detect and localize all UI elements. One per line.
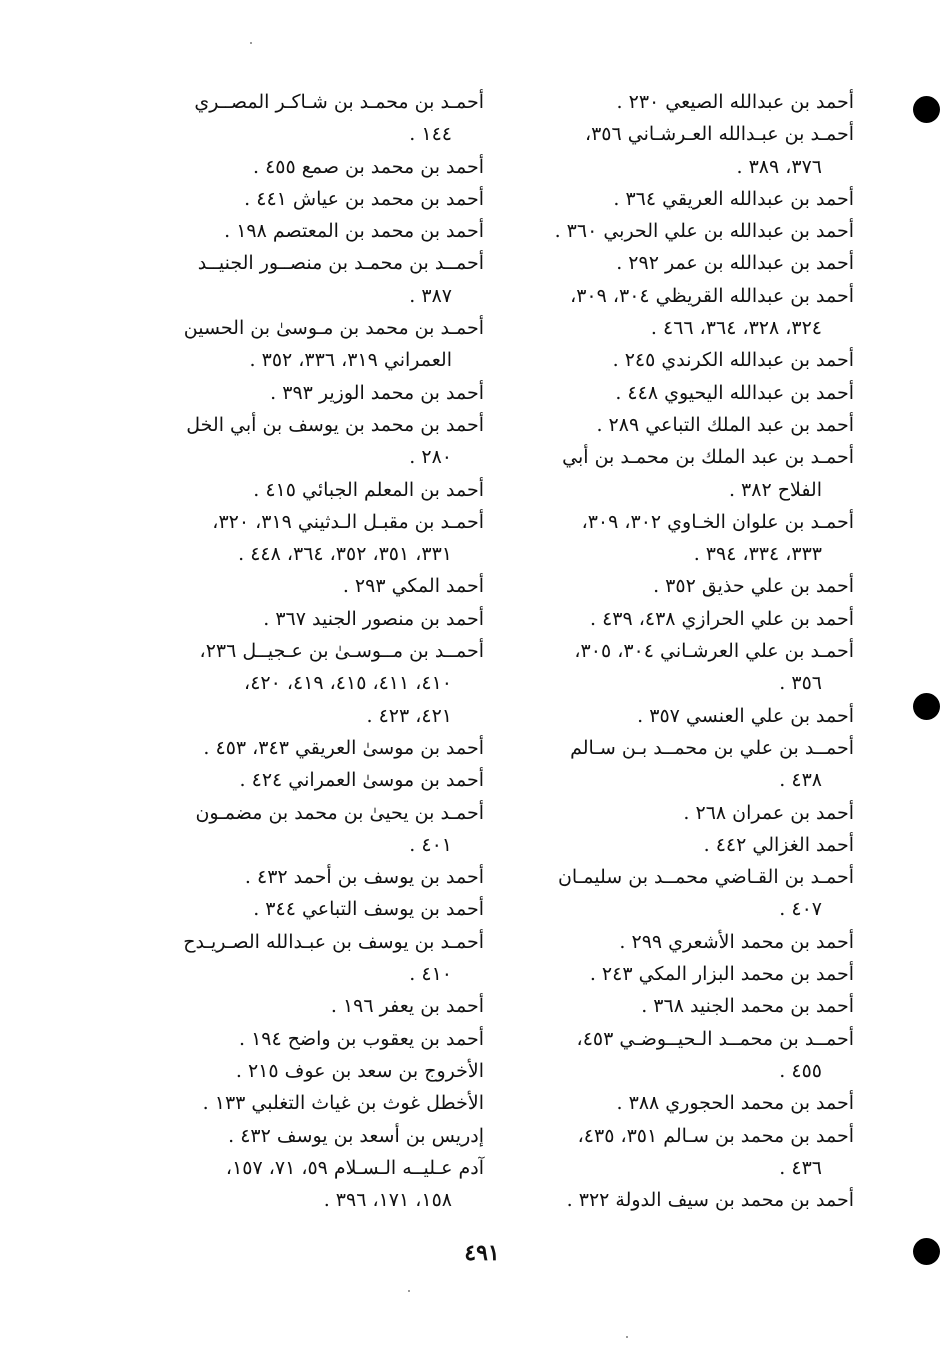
index-entry (158, 1087, 484, 1119)
entry-line: أحمد بن عبدالله اليحيوي ٤٤٨ . (615, 381, 854, 404)
entry-continuation-line: الفلاح ٣٨٢ . (728, 478, 822, 501)
entry-continuation-line: ٣٧٦، ٣٨٩ . (736, 155, 822, 178)
entry-line: أحمـد بن علوان الخـاوي ٣٠٢، ٣٠٩، (581, 510, 854, 533)
index-entry (528, 570, 854, 602)
index-entry (158, 603, 484, 635)
entry-line: أحمــد بن محمــد الـحيــوضـي ٤٥٣، (576, 1027, 854, 1050)
entry-continuation-line: ١٤٤ . (409, 123, 452, 146)
entry-line: أحمد بن موسىٰ العريقي ٣٤٣، ٤٥٣ . (203, 736, 484, 759)
index-entry (528, 1120, 854, 1185)
entry-continuation-line: ٤١٠، ٤١١، ٤١٥، ٤١٩، ٤٢٠، (244, 672, 452, 695)
entry-line: أحمد بن محمد بن سـالم ٣٥١، ٤٣٥، (577, 1124, 854, 1147)
index-entry (158, 151, 484, 183)
index-entry (158, 926, 484, 991)
scan-speck (408, 1290, 410, 1292)
index-entry (528, 732, 854, 797)
index-entry (158, 183, 484, 215)
entry-line: أحمــد بن علي بن محمــد بـن سـالم (570, 736, 854, 759)
entry-line: أحمد بن محمد الجنيد ٣٦٨ . (641, 995, 854, 1018)
index-entry (158, 247, 484, 312)
index-entry (528, 829, 854, 861)
index-entry (158, 215, 484, 247)
index-entry (528, 247, 854, 279)
index-entry (528, 635, 854, 700)
index-entry (158, 312, 484, 377)
index-entry (158, 570, 484, 602)
entry-line: أحمـد بن عبـدالله العـرشـاني ٣٥٦، (584, 123, 854, 146)
entry-line: أحمد بن محمد الوزير ٣٩٣ . (270, 381, 484, 404)
entry-continuation-line: العمراني ٣١٩، ٣٣٦، ٣٥٢ . (249, 349, 452, 372)
entry-line: أحمد بن محمد الأشعري ٢٩٩ . (619, 930, 854, 953)
entry-continuation-line: ٤٣٨ . (779, 769, 822, 792)
entry-line: الأخروج بن سعد بن عوف ٢١٥ . (235, 1059, 484, 1082)
index-column-right (528, 86, 854, 1216)
index-entry (528, 603, 854, 635)
index-entry (158, 1152, 484, 1217)
entry-line: أحمـد بن مقبـل الـدثيني ٣١٩، ٣٢٠، (212, 510, 484, 533)
index-entry (528, 1023, 854, 1088)
index-entry (528, 797, 854, 829)
entry-continuation-line: ١٥٨، ١٧١، ٣٩٦ . (323, 1189, 452, 1212)
index-entry (528, 1087, 854, 1119)
scan-speck (626, 1336, 628, 1338)
index-entry (158, 861, 484, 893)
index-entry (158, 732, 484, 764)
index-entry (528, 958, 854, 990)
index-entry (158, 1120, 484, 1152)
index-entry (158, 990, 484, 1022)
entry-continuation-line: ٤١٠ . (409, 963, 452, 986)
entry-line: آدم عـليــه الـسـلام ٥٩، ٧١، ١٥٧، (225, 1156, 484, 1179)
entry-line: أحمد بن عبدالله الكرندي ٢٤٥ . (612, 349, 854, 372)
entry-continuation-line: ٢٨٠ . (409, 446, 452, 469)
entry-continuation-line: ٣٨٧ . (409, 284, 452, 307)
entry-line: أحمد بن علي الحرازي ٤٣٨، ٤٣٩ . (589, 607, 854, 630)
index-entry (528, 215, 854, 247)
index-entry (528, 344, 854, 376)
entry-line: أحمــد بن مــوسـىٰ بن عـجيــل ٢٣٦، (199, 640, 484, 663)
entry-continuation-line: ٤٠٧ . (779, 898, 822, 921)
entry-continuation-line: ٣٣٣، ٣٣٤، ٣٩٤ . (693, 543, 822, 566)
entry-line: أحمد بن محمد بن عياش ٤٤١ . (244, 187, 484, 210)
index-entry (528, 926, 854, 958)
entry-continuation-line: ٤٢١، ٤٢٣ . (366, 704, 452, 727)
entry-line: أحمد بن عبدالله بن عمر ٢٩٢ . (616, 252, 854, 275)
index-entry (528, 700, 854, 732)
entry-line: أحمد الغزالي ٤٤٢ . (703, 833, 854, 856)
binder-hole-bottom (913, 1238, 940, 1265)
entry-line: أحمد بن عمران ٢٦٨ . (683, 801, 854, 824)
index-entry (528, 377, 854, 409)
index-entry (528, 86, 854, 118)
index-entry (158, 1055, 484, 1087)
entry-line: أحمد بن منصور الجنيد ٣٦٧ . (263, 607, 484, 630)
entry-line: أحمد بن يعفر ١٩٦ . (330, 995, 484, 1018)
index-entry (158, 409, 484, 474)
entry-line: أحمد بن محمد الحجوري ٣٨٨ . (616, 1092, 854, 1115)
entry-line: أحمد بن يوسف بن أحمد ٤٣٢ . (244, 866, 484, 889)
entry-continuation-line: ٣٥٦ . (779, 672, 822, 695)
entry-line: أحمد بن علي حذيق ٣٥٢ . (653, 575, 854, 598)
entry-line: أحمد بن عبدالله الصيعي ٢٣٠ . (616, 91, 854, 113)
entry-line: أحمد بن يعقوب بن واضح ١٩٤ . (238, 1027, 484, 1050)
entry-line: أحمد بن عبدالله القريظي ٣٠٤، ٣٠٩، (570, 284, 854, 307)
entry-line: أحمد بن محمد بن سيف الدولة ٣٢٢ . (566, 1189, 854, 1212)
entry-line: أحمد بن موسىٰ العمراني ٤٢٤ . (239, 769, 484, 792)
index-entry (528, 990, 854, 1022)
entry-line: أحمد المكي ٢٩٣ . (342, 575, 484, 598)
entry-line: أحمد بن عبد الملك التباعي ٢٨٩ . (596, 413, 854, 436)
entry-continuation-line: ٤٥٥ . (779, 1059, 822, 1082)
entry-line: أحمد بن محمد بن صمع ٤٥٥ . (252, 155, 484, 178)
entry-line: أحمـد بن عبد الملك بن محمـد بن أبي (562, 446, 854, 469)
entry-line: أحمـد بن محمـد بن شـاكـر المصــري (194, 91, 484, 113)
entry-line: أحمـد بن يحيىٰ بن محمد بن مضمـون (195, 801, 484, 824)
index-entry (528, 1184, 854, 1216)
entry-line: أحمـد بن علي العرشـاني ٣٠٤، ٣٠٥، (574, 640, 854, 663)
entry-line: أحمد بن عبدالله العريقي ٣٦٤ . (613, 187, 854, 210)
entry-line: أحمـد بن محمد بن مـوسىٰ بن الحسين (183, 317, 484, 340)
entry-line: أحمد بن علي العنسي ٣٥٧ . (637, 704, 854, 727)
entry-continuation-line: ٣٣١، ٣٥١، ٣٥٢، ٣٦٤، ٤٤٨ . (238, 543, 452, 566)
index-entry (158, 797, 484, 862)
index-entry (528, 409, 854, 441)
entry-line: أحمد بن محمد بن المعتصم ١٩٨ . (224, 220, 484, 243)
index-entry (158, 1023, 484, 1055)
entry-continuation-line: ٤٣٦ . (779, 1156, 822, 1179)
index-column-left (158, 86, 484, 1216)
entry-line: أحمـد بن القـاضي محمــد بن سليمـان (557, 866, 854, 889)
entry-continuation-line: ٤٠١ . (409, 833, 452, 856)
entry-line: أحمد بن محمد البزار المكي ٢٤٣ . (589, 963, 854, 986)
entry-line: أحمــد بن محمـد بن منصــور الجنيــد (197, 252, 484, 275)
index-entry (158, 893, 484, 925)
entry-line: أحمد بن محمد بن يوسف بن أبي الخل (186, 413, 484, 436)
entry-line: أحمـد بن يوسف بن عبـدالله الصـريـدح (183, 930, 484, 953)
index-entry (528, 861, 854, 926)
index-entry (528, 506, 854, 571)
binder-hole-middle (913, 693, 940, 720)
page-number: ٤٩١ (464, 1240, 500, 1266)
index-entry (528, 118, 854, 183)
scan-speck (250, 42, 252, 44)
index-entry (158, 506, 484, 571)
entry-line: إدريس بن أسعد بن يوسف ٤٣٢ . (228, 1124, 484, 1147)
entry-line: أحمد بن المعلم الجبائي ٤١٥ . (253, 478, 484, 501)
index-entry (158, 635, 484, 732)
index-entry (528, 280, 854, 345)
entry-line: أحمد بن عبدالله بن علي الحربي ٣٦٠ . (554, 220, 854, 243)
index-entry (158, 377, 484, 409)
entry-line: الأخطل غوث بن غياث التغلبي ١٣٣ . (202, 1092, 484, 1115)
entry-continuation-line: ٣٢٤، ٣٢٨، ٣٦٤، ٤٦٦ . (650, 317, 822, 340)
index-entry (528, 441, 854, 506)
index-entry (158, 86, 484, 151)
entry-line: أحمد بن يوسف التباعي ٣٤٤ . (253, 898, 484, 921)
index-entry (158, 474, 484, 506)
index-entry (528, 183, 854, 215)
index-entry (158, 764, 484, 796)
binder-hole-top (913, 96, 940, 123)
